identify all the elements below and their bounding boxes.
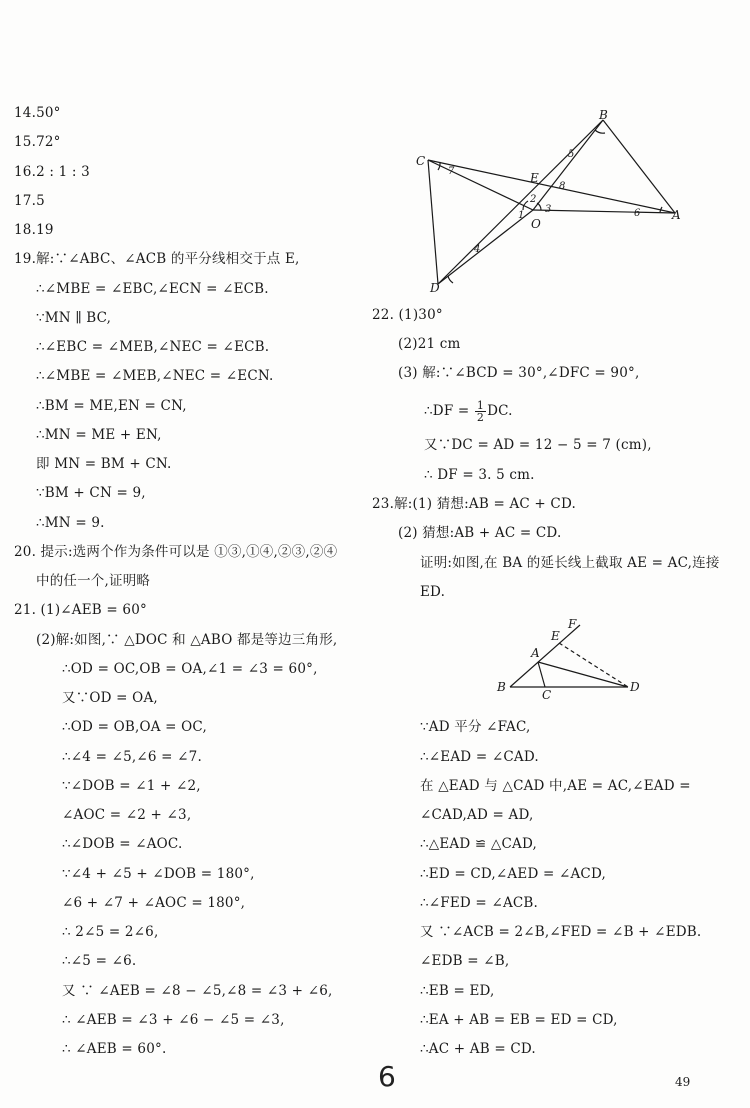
answer-23-line: ∠CAD,AD = AD, — [420, 807, 534, 823]
segment-co — [428, 160, 533, 210]
segment-do — [438, 210, 533, 284]
angle-arc — [448, 276, 453, 283]
answer-19-line: ∵BM + CN = 9, — [36, 485, 146, 501]
answer-19-line: 即 MN = BM + CN. — [36, 456, 172, 472]
segment-ba — [603, 120, 675, 213]
angle-label: 1 — [518, 210, 525, 221]
answer-22-line: (2)21 cm — [398, 336, 461, 352]
point-label: E — [551, 629, 560, 643]
answer-20-line: 中的任一个,证明略 — [36, 573, 151, 589]
angle-arc — [523, 201, 528, 210]
angle-arc — [660, 207, 662, 212]
answer-23-line: ∴EA + AB = EB = ED = CD, — [420, 1012, 618, 1028]
answer-21-line: ∴∠DOB = ∠AOC. — [62, 836, 183, 852]
text: DC. — [487, 403, 513, 419]
answer-21-line: ∴ ∠AEB = ∠3 + ∠6 − ∠5 = ∠3, — [62, 1012, 285, 1028]
segment-ed-dashed — [559, 643, 628, 687]
answer-19-line: ∴MN = ME + EN, — [36, 427, 162, 443]
angle-arc — [537, 203, 541, 210]
answer-23-line: ∴ED = CD,∠AED = ∠ACD, — [420, 866, 606, 882]
answer-21-line: ∴∠5 = ∠6. — [62, 953, 137, 969]
figure-2-diagram — [490, 615, 650, 710]
answer-19-line: ∴∠EBC = ∠MEB,∠NEC = ∠ECB. — [36, 339, 270, 355]
segment-ac — [538, 662, 545, 687]
segment-ad — [538, 662, 628, 687]
answer-23-line: ED. — [420, 584, 446, 600]
page-number: 49 — [675, 1075, 691, 1089]
angle-label: 7 — [448, 166, 455, 177]
answer-17: 17.5 — [14, 193, 45, 209]
answer-21-line: (2)解:如图,∵ △DOC 和 △ABO 都是等边三角形, — [36, 632, 338, 648]
answer-14: 14.50° — [14, 105, 61, 121]
segment-ca — [428, 160, 675, 213]
answer-23-line: ∴△EAD ≌ △CAD, — [420, 836, 537, 852]
answer-21-line: ∠AOC = ∠2 + ∠3, — [62, 807, 192, 823]
answer-23-line: ∵AD 平分 ∠FAC, — [420, 719, 531, 735]
answer-19-line: ∴∠MBE = ∠MEB,∠NEC = ∠ECN. — [36, 368, 274, 384]
answer-19-line: ∴MN = 9. — [36, 515, 105, 531]
answer-18: 18.19 — [14, 222, 54, 238]
point-label: A — [672, 208, 681, 222]
answer-23-line: (2) 猜想:AB + AC = CD. — [398, 525, 562, 541]
angle-label: 3 — [545, 204, 552, 215]
figure-1-diagram — [410, 105, 700, 295]
segment-bf — [510, 625, 580, 687]
answer-22-fraction-line — [424, 400, 513, 423]
angle-arc — [595, 130, 605, 133]
answer-19-line: ∴∠MBE = ∠EBC,∠ECN = ∠ECB. — [36, 281, 269, 297]
segment-bo — [533, 120, 603, 210]
answer-23-line: 在 △EAD 与 △CAD 中,AE = AC,∠EAD = — [420, 778, 691, 794]
answer-16: 16.2 : 1 : 3 — [14, 164, 90, 180]
point-label: F — [568, 617, 577, 631]
angle-label: 2 — [530, 194, 537, 205]
answer-15: 15.72° — [14, 134, 61, 150]
answer-21-line: ∵∠DOB = ∠1 + ∠2, — [62, 778, 201, 794]
answer-21-line: 又 ∵ ∠AEB = ∠8 − ∠5,∠8 = ∠3 + ∠6, — [62, 983, 333, 999]
answer-23-line: ∴∠EAD = ∠CAD. — [420, 749, 539, 765]
answer-21-line: ∴OD = OC,OB = OA,∠1 = ∠3 = 60°, — [62, 661, 318, 677]
handwritten-mark: 6 — [378, 1060, 396, 1093]
answer-23-line: 23.解:(1) 猜想:AB = AC + CD. — [372, 496, 576, 512]
text: ∴DF = — [424, 403, 474, 419]
segment-oa — [533, 210, 675, 213]
answer-21-line: ∵∠4 + ∠5 + ∠DOB = 180°, — [62, 866, 255, 882]
answer-23-line: ∴EB = ED, — [420, 983, 495, 999]
answer-21-line: 21. (1)∠AEB = 60° — [14, 602, 147, 618]
fraction-denominator: 2 — [476, 411, 485, 424]
fraction-one-half — [475, 400, 486, 423]
point-label: D — [630, 680, 640, 694]
point-label: C — [542, 688, 552, 702]
segment-cd — [428, 160, 438, 284]
answer-22-line: ∴ DF = 3. 5 cm. — [424, 467, 535, 483]
answer-19-line: 19.解:∵∠ABC、∠ACB 的平分线相交于点 E, — [14, 251, 300, 267]
point-label: A — [531, 646, 540, 660]
answer-23-line: ∴AC + AB = CD. — [420, 1041, 536, 1057]
point-label: D — [430, 281, 440, 295]
answer-19-line: ∵MN ∥ BC, — [36, 310, 112, 326]
answer-20-line: 20. 提示:选两个作为条件可以是 ①③,①④,②③,②④ — [14, 544, 338, 560]
answer-21-line: ∴ ∠AEB = 60°. — [62, 1041, 167, 1057]
point-label: B — [599, 108, 608, 122]
fraction-numerator: 1 — [476, 399, 485, 412]
answer-23-line: ∴∠FED = ∠ACB. — [420, 895, 539, 911]
answer-22-line: 22. (1)30° — [372, 307, 443, 323]
answer-23-line: 又 ∵∠ACB = 2∠B,∠FED = ∠B + ∠EDB. — [420, 924, 702, 940]
answer-21-line: ∴ 2∠5 = 2∠6, — [62, 924, 159, 940]
answer-21-line: ∴OD = OB,OA = OC, — [62, 719, 207, 735]
point-label: B — [497, 680, 506, 694]
answer-21-line: 又∵OD = OA, — [62, 690, 158, 706]
answer-22-line: 又∵DC = AD = 12 − 5 = 7 (cm), — [424, 437, 652, 453]
answer-22-line: (3) 解:∵∠BCD = 30°,∠DFC = 90°, — [398, 365, 640, 381]
angle-label: 8 — [559, 181, 566, 192]
angle-label: 4 — [474, 244, 481, 255]
answer-23-line: ∠EDB = ∠B, — [420, 953, 510, 969]
answer-21-line: ∠6 + ∠7 + ∠AOC = 180°, — [62, 895, 246, 911]
angle-label: 5 — [568, 149, 575, 160]
answer-21-line: ∴∠4 = ∠5,∠6 = ∠7. — [62, 749, 202, 765]
segment-bd — [438, 120, 603, 284]
point-label: O — [531, 217, 541, 231]
answer-19-line: ∴BM = ME,EN = CN, — [36, 398, 187, 414]
answer-23-line: 证明:如图,在 BA 的延长线上截取 AE = AC,连接 — [420, 555, 720, 571]
angle-label: 6 — [634, 208, 641, 219]
point-label: C — [416, 154, 426, 168]
angle-arc — [438, 162, 440, 170]
point-label: E — [530, 171, 539, 185]
